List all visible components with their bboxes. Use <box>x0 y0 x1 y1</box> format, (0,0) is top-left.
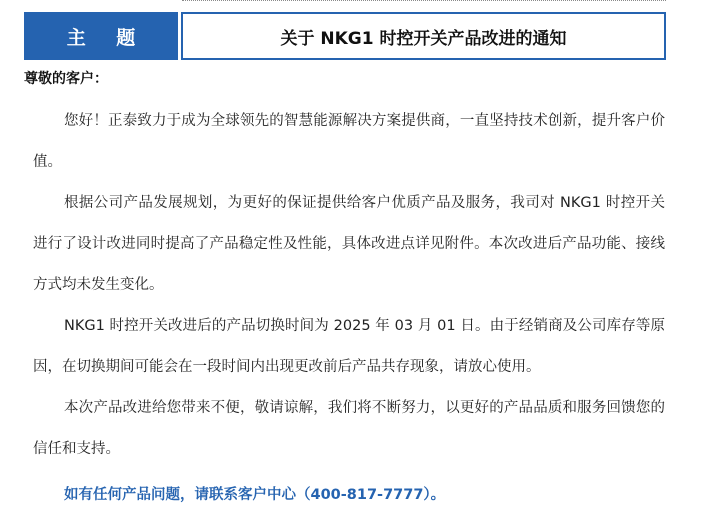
top-dotted-divider <box>182 0 666 1</box>
paragraph-switch-date: NKG1 时控开关改进后的产品切换时间为 2025 年 03 月 01 日。由于经销商及公司库存等原因，在切换期间可能会在一段时间内出现更改前后产品共存现象，请放心使用。 <box>33 318 665 375</box>
subject-header <box>24 12 666 60</box>
salutation: 尊敬的客户： <box>24 71 108 87</box>
paragraph-improvement-plan: 根据公司产品发展规划，为更好的保证提供给客户优质产品及服务，我司对 NKG1 时控开关进行了设计改进同时提高了产品稳定性及性能，具体改进点详见附件。本次改进后产品功能、接线方式均未发生变化。 <box>33 195 665 293</box>
subject-tag: 主 题 <box>24 12 178 60</box>
paragraph-greeting: 您好！正泰致力于成为全球领先的智慧能源解决方案提供商，一直坚持技术创新，提升客户价值。 <box>33 113 665 170</box>
notice-title: 关于 NKG1 时控开关产品改进的通知 <box>181 12 666 60</box>
paragraph-apology: 本次产品改进给您带来不便，敬请谅解，我们将不断努力，以更好的产品品质和服务回馈您的信任和支持。 <box>33 400 665 457</box>
contact-line: 如有任何产品问题，请联系客户中心（400-817-7777）。 <box>64 487 446 503</box>
